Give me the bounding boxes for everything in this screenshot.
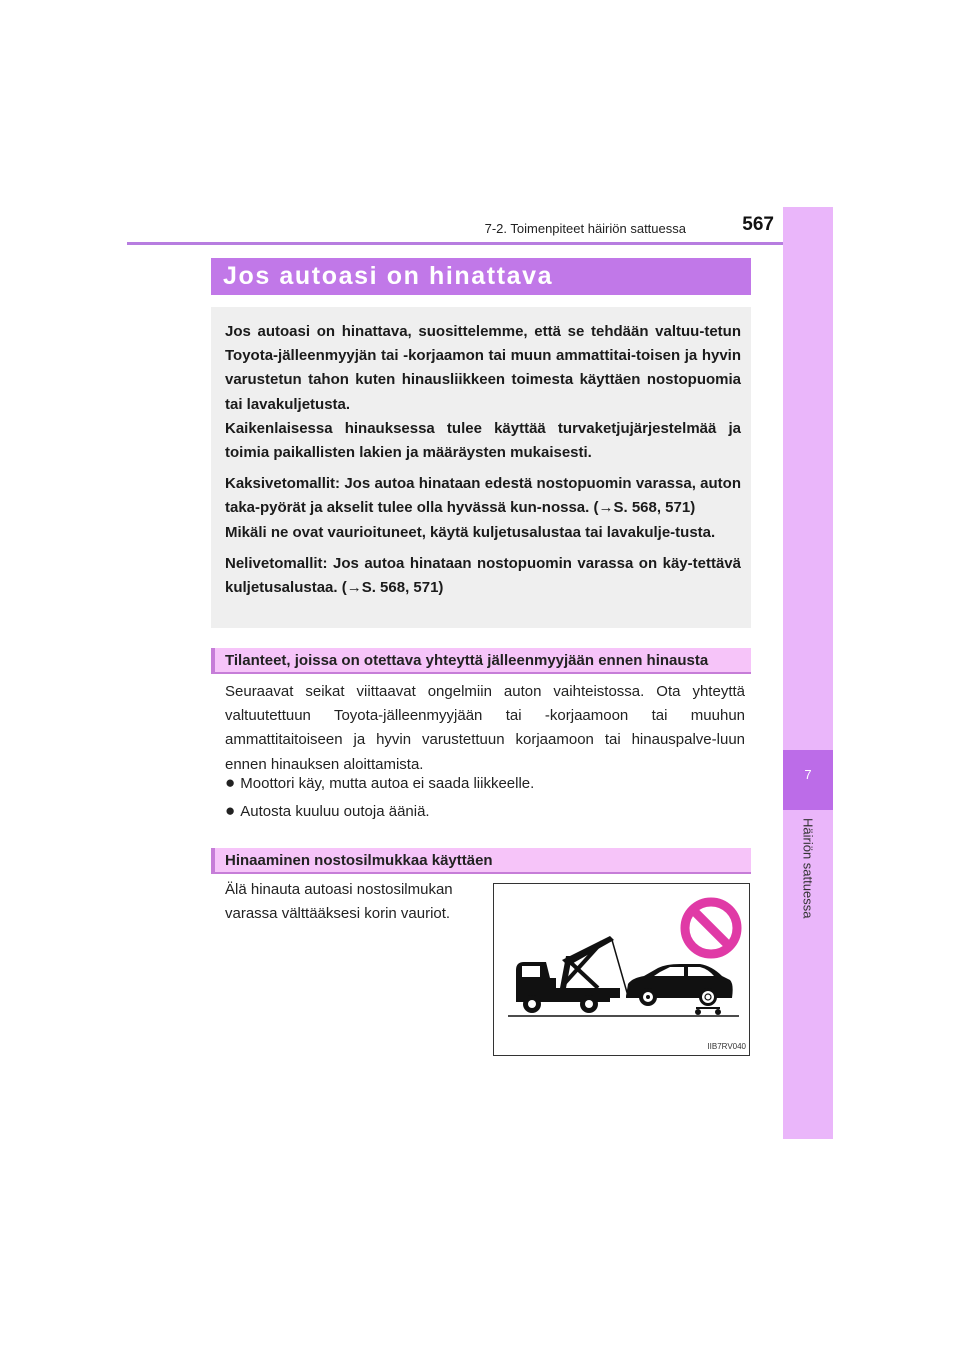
tow-truck-illustration [493,883,750,1056]
running-header-section: 7-2. Toimenpiteet häiriön sattuessa [484,221,686,236]
intro-paragraph: Mikäli ne ovat vaurioituneet, käytä kuljetusalustaa tai lavakulje-tusta. [225,523,716,541]
list-item [225,801,430,821]
chapter-number: 7 [804,767,812,782]
list-item [225,773,534,793]
tow-truck-drawing [494,884,749,1055]
intro-paragraph: Kaksivetomallit: Jos autoa hinataan edestä nostopuomin varassa, auton taka-pyörät ja akselit tulee olla hyvässä kun-nossa. (→S. 568, 571) [225,475,741,517]
chapter-title: Häiriön sattuessa [800,818,816,919]
section-heading-text: Hinaaminen nostosilmukkaa käyttäen [225,851,493,869]
section-body: Seuraavat seikat viittaavat ongelmiin auton vaihteistossa. Ota yhteyttä valtuutettuun Toyota-jälleenmyyjään tai -korjaamoon tai muuhun ammattitaitoiseen ja hyvin varustettuun korjaamoon tai hinauspalve-luun ennen hinauksen aloittamista. [225,683,745,773]
section-body [225,878,485,926]
list-item-text: Moottori käy, mutta autoa ei saada liikkeelle. [240,774,535,792]
bullet-icon: ● [225,801,236,820]
section-heading-contact-dealer [211,648,751,674]
chapter-side-tab [783,207,833,1139]
section-heading-tie-down-eyelet [211,848,751,874]
intro-paragraph: Kaikenlaisessa hinauksessa tulee käyttää turvaketjujärjestelmää ja toimia paikallisten lakien ja määräysten mukaisesti. [225,419,741,462]
bullet-icon: ● [225,773,236,792]
page-number: 567 [742,214,774,235]
section-heading-text: Tilanteet, joissa on otettava yhteyttä jälleenmyyjään ennen hinausta [225,651,709,669]
illustration-code: IIB7RV040 [707,1042,746,1051]
intro-paragraph: Jos autoasi on hinattava, suosittelemme, että se tehdään valtuu-tetun Toyota-jälleenmyyjän tai -korjaamon tai muun ammattitai-toisen ja hyvin varustetun tahon kuten hinausliikkeen toimesta käyttäen nostopuomia tai lavakuljetusta. [225,323,741,413]
section-body-line: Älä hinauta autoasi nostosilmukan [225,881,453,898]
page-title: Jos autoasi on hinattava [211,258,751,295]
section-body-line: varassa välttääksesi korin vauriot. [225,905,451,923]
no-entry-icon [685,902,737,954]
header-rule [127,242,833,245]
intro-paragraph: Nelivetomallit: Jos autoa hinataan nostopuomin varassa on käy-tettävä kuljetusalustaa. (→S. 568, 571) [225,554,741,597]
list-item-text: Autosta kuuluu outoja ääniä. [240,802,430,820]
intro-box [211,307,751,628]
